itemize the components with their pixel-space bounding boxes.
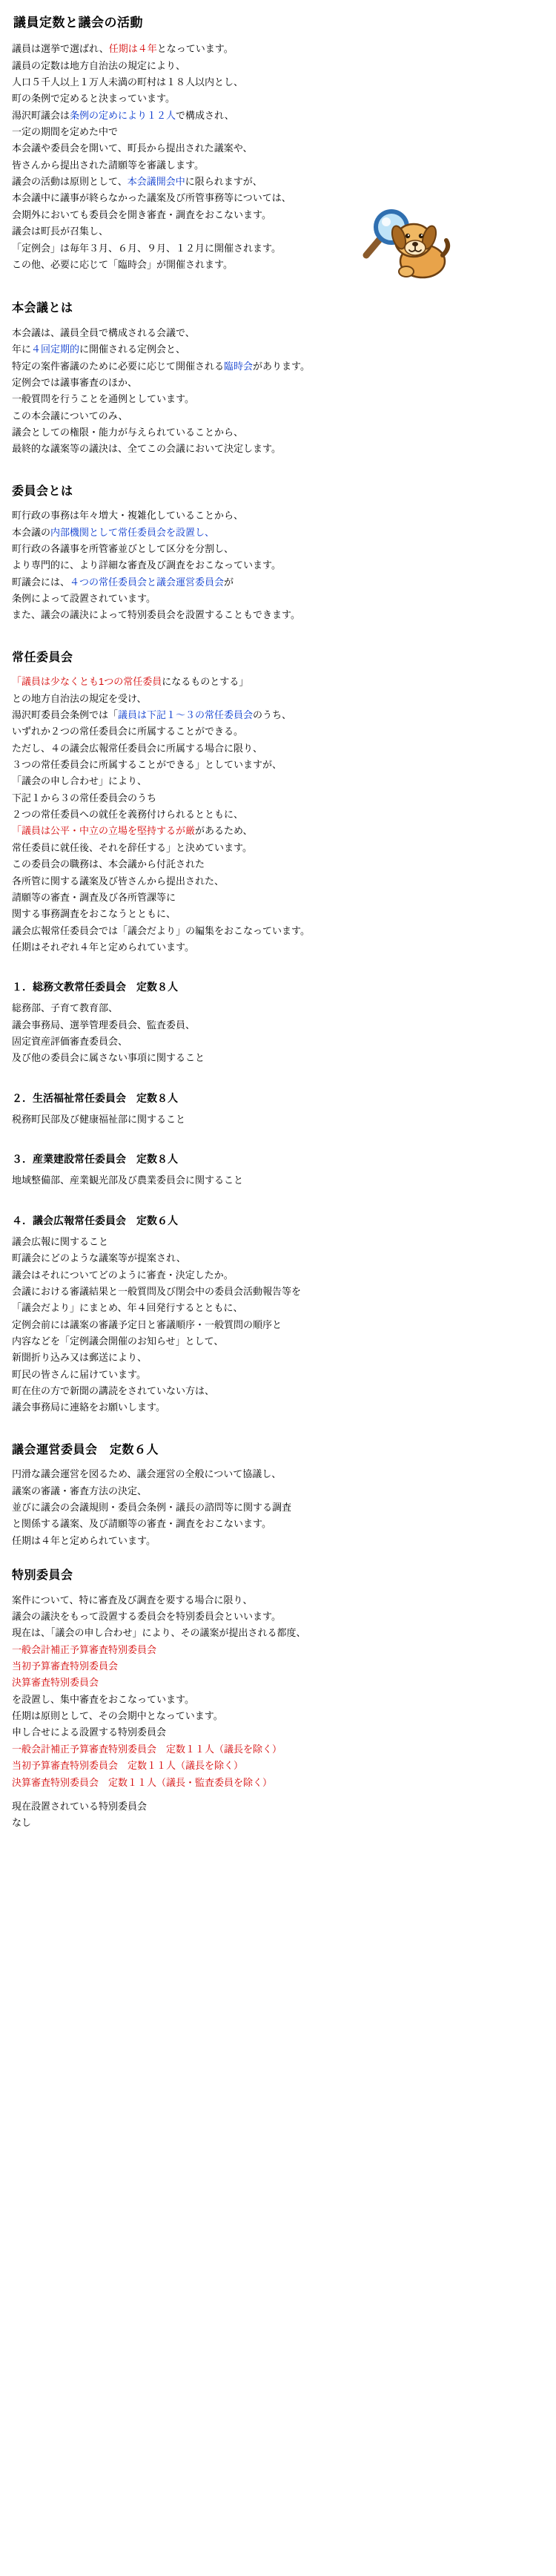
body-text: ２つの常任委員への就任を義務付けられるとともに、 xyxy=(12,809,244,821)
body-text: 議会としての権限・能力が与えられていることから、 xyxy=(12,426,244,438)
highlight-red-text: 「議員は少なくとも1つの常任委員 xyxy=(12,676,162,688)
section-body xyxy=(7,325,549,458)
text-line xyxy=(7,1609,549,1625)
text-line xyxy=(7,1815,549,1831)
text-line xyxy=(7,1692,549,1708)
text-line xyxy=(7,674,549,690)
text-line xyxy=(7,557,549,574)
text-line xyxy=(7,873,549,890)
text-line xyxy=(7,607,549,623)
text-line xyxy=(7,108,549,124)
body-text: この他、必要に応じて「臨時会」が開催されます。 xyxy=(12,258,233,270)
body-text: 議会広報に関すること xyxy=(12,1235,109,1247)
text-line xyxy=(7,906,549,922)
text-line xyxy=(7,325,549,341)
text-line xyxy=(7,341,549,358)
sections-container xyxy=(7,298,549,963)
body-text: 請願等の審査・調査及び各所管課等に xyxy=(12,891,176,903)
text-line xyxy=(7,1017,549,1034)
text-line xyxy=(7,890,549,906)
highlight-red-text: 一般会計補正予算審査特別委員会 xyxy=(12,1643,157,1655)
body-text: 町行政の事務は年々増大・複雑化していることから、 xyxy=(12,510,244,522)
body-text: 湯沢町議会は xyxy=(12,109,70,121)
body-text: 案件について、特に審査及び調査を要する場合に限り、 xyxy=(12,1594,253,1606)
body-text: 定例会前には議案の審議予定日と審議順序・一般質問の順序と xyxy=(12,1318,282,1330)
text-line xyxy=(7,840,549,856)
body-text: 「議会の申し合わせ」により、 xyxy=(12,775,148,787)
body-text: 議会の活動は原則として、 xyxy=(12,176,128,188)
body-text: 「定例会」は毎年３月、６月、９月、１２月に開催されます。 xyxy=(12,242,281,254)
text-line xyxy=(7,723,549,740)
text-line xyxy=(7,1516,549,1532)
page-title: 議員定数と議会の活動 xyxy=(13,16,143,30)
body-text: を設置し、集中審査をおこなっています。 xyxy=(12,1693,194,1705)
highlight-blue-text: 内部機関として常任委員会を設置し、 xyxy=(50,526,215,538)
body-text: 任期は４年と定められています。 xyxy=(12,1534,156,1546)
text-line xyxy=(7,408,549,424)
highlight-blue-text: ４回定期的 xyxy=(31,344,80,355)
text-line xyxy=(7,157,549,174)
body-text: になるものとする」 xyxy=(162,676,249,688)
text-line xyxy=(7,856,549,873)
text-line xyxy=(7,1333,549,1350)
text-line xyxy=(7,1111,549,1128)
body-text: 本会議の xyxy=(12,526,51,538)
body-text: 議会は町長が召集し、 xyxy=(12,226,109,237)
body-text: 本会議は、議員全員で構成される会議で、 xyxy=(12,326,195,338)
body-text: との地方自治法の規定を受け、 xyxy=(12,692,147,704)
section-heading: 本会議とは xyxy=(12,302,73,315)
body-text: 年に xyxy=(12,344,32,355)
highlight-red-text: 決算審査特別委員会 xyxy=(12,1677,99,1689)
text-line xyxy=(7,41,549,57)
text-line xyxy=(7,1533,549,1549)
text-line xyxy=(7,1317,549,1333)
dog-with-magnifier-icon xyxy=(354,209,451,280)
text-line xyxy=(7,1642,549,1658)
text-line xyxy=(7,257,549,273)
text-line xyxy=(7,91,549,107)
body-text: 町在住の方で新聞の講読をされていない方は、 xyxy=(12,1385,215,1397)
body-text: 議員は選挙で選ばれ、 xyxy=(12,43,109,55)
body-text: 常任委員に就任後、それを辞任する」と決めています。 xyxy=(12,841,252,853)
text-line xyxy=(7,740,549,757)
highlight-red-text: 決算審査特別委員会 定数１１人（議長・監査委員を除く） xyxy=(12,1776,273,1788)
body-text: があるため、 xyxy=(195,825,253,837)
highlight-blue-text: 臨時会 xyxy=(224,360,254,372)
text-line xyxy=(7,1675,549,1691)
body-text: 本会議や委員会を開いて、町長から提出された議案や、 xyxy=(12,142,253,154)
text-line xyxy=(7,1267,549,1284)
text-line xyxy=(7,1367,549,1383)
body-text: があります。 xyxy=(253,360,310,372)
body-text: 議会事務局、選挙管理委員会、監査委員、 xyxy=(12,1019,196,1031)
body-text: 最終的な議案等の議決は、全てこの会議において決定します。 xyxy=(12,443,281,455)
text-line xyxy=(7,1758,549,1774)
text-line xyxy=(7,1466,549,1482)
body-text: 議案の審議・審査方法の決定、 xyxy=(12,1485,148,1496)
body-text: で構成され、 xyxy=(176,109,234,121)
body-text: に限られますが、 xyxy=(185,176,262,188)
text-line xyxy=(7,1399,549,1416)
text-line xyxy=(7,591,549,607)
committee-heading: ２．生活福祉常任委員会 定数８人 xyxy=(12,1091,178,1104)
body-text: 下記１から３の常任委員会のうち xyxy=(12,792,157,804)
body-text: 町議会には、 xyxy=(12,576,70,588)
body-text: 任期はそれぞれ４年と定められています。 xyxy=(12,941,194,953)
body-text: 町議会にどのような議案等が提案され、 xyxy=(12,1252,186,1264)
text-line xyxy=(7,1383,549,1399)
text-line xyxy=(7,1350,549,1366)
section-body xyxy=(7,674,549,956)
body-text: が xyxy=(224,576,234,588)
highlight-blue-text: 議員は下記１～３の常任委員会 xyxy=(118,709,254,720)
body-text: 町行政の各議事を所管審並びとして区分を分割し、 xyxy=(12,542,234,554)
text-line xyxy=(7,140,549,157)
text-line xyxy=(7,1034,549,1050)
body-text: 「議会だより」にまとめ、年４回発行するとともに、 xyxy=(12,1302,243,1314)
text-line xyxy=(7,424,549,441)
text-line xyxy=(7,174,549,190)
text-line xyxy=(7,1000,549,1016)
text-line xyxy=(7,1724,549,1741)
body-text: 本会議中に議事が終らなかった議案及び所管事務等については、 xyxy=(12,192,291,204)
text-line xyxy=(7,923,549,939)
body-text: 円滑な議会運営を図るため、議会運営の全般について協議し、 xyxy=(12,1468,282,1480)
body-text: 議会事務局に連絡をお願いします。 xyxy=(12,1402,165,1413)
text-line xyxy=(7,124,549,140)
text-line xyxy=(7,939,549,956)
body-text: より専門的に、より詳細な審査及び調査をおこなっています。 xyxy=(12,559,281,571)
text-line xyxy=(7,707,549,723)
body-text: 任期は原則として、その会期中となっています。 xyxy=(12,1710,223,1722)
text-line xyxy=(7,441,549,457)
section-heading: 常任委員会 xyxy=(12,651,73,664)
body-text: ３つの常任委員会に所属することができる」としていますが、 xyxy=(12,759,282,770)
highlight-blue-text: 本会議開会中 xyxy=(127,176,185,188)
body-text: と関係する議案、及び請願等の審査・調査をおこないます。 xyxy=(12,1518,271,1530)
highlight-red-text: 一般会計補正予算審査特別委員会 定数１１人（議長を除く） xyxy=(12,1743,282,1755)
body-text: に開催される定例会と、 xyxy=(79,344,186,355)
body-text: 議会はそれについてどのように審査・決定したか。 xyxy=(12,1269,234,1281)
body-text: 会議における審議結果と一般質問及び閉会中の委員会活動報告等を xyxy=(12,1285,302,1297)
text-line xyxy=(7,1234,549,1250)
body-text: 各所管に関する議案及び皆さんから提出された、 xyxy=(12,875,225,887)
text-line xyxy=(7,358,549,375)
text-line xyxy=(7,1499,549,1516)
body-text: 特定の案件審議のために必要に応じて開催される xyxy=(12,360,225,372)
highlight-red-text: 「議員は公平・中立の立場を堅持するが厳 xyxy=(12,825,196,837)
text-line xyxy=(7,790,549,806)
text-line xyxy=(7,691,549,707)
body-text: 定例会では議事審査のほか、 xyxy=(12,376,138,388)
text-line xyxy=(7,207,549,223)
body-text: この委員会の職務は、本会議から付託された xyxy=(12,858,205,870)
body-text: 地域整備部、産業観光部及び農業委員会に関すること xyxy=(12,1174,244,1186)
body-text: のうち、 xyxy=(253,709,292,720)
text-line xyxy=(7,375,549,391)
body-text: 会期外においても委員会を開き審査・調査をおこないます。 xyxy=(12,208,271,220)
text-line xyxy=(7,1658,549,1675)
committee-body xyxy=(7,1111,549,1128)
body-text: 現在設置されている特別委員会 xyxy=(12,1800,148,1812)
body-text: 及び他の委員会に属さない事項に関すること xyxy=(12,1052,205,1064)
body-text: なし xyxy=(12,1817,32,1829)
text-line xyxy=(7,823,549,839)
section-heading: 委員会とは xyxy=(12,484,73,498)
body-text: 一定の期間を定めた中で xyxy=(12,126,119,138)
text-line xyxy=(7,1483,549,1499)
body-text: 新聞折り込み又は郵送により、 xyxy=(12,1352,148,1364)
body-text: 関する事務調査をおこなうとともに、 xyxy=(12,908,176,920)
special-committee-footer xyxy=(7,1798,549,1832)
body-text: 皆さんから提出された請願等を審議します。 xyxy=(12,159,204,171)
heading-special-committee: 特別委員会 xyxy=(12,1569,73,1583)
body-text: この本会議についてのみ、 xyxy=(12,410,128,421)
text-line xyxy=(7,74,549,91)
body-text: 一般質問を行うことを通例としています。 xyxy=(12,393,194,405)
body-text: 内容などを「定例議会開催のお知らせ」として、 xyxy=(12,1335,224,1347)
body-text: 固定資産評価審査委員会、 xyxy=(12,1036,128,1048)
body-text: 議会広報常任委員会では「議会だより」の編集をおこなっています。 xyxy=(12,924,310,936)
body-text: 議員の定数は地方自治法の規定により、 xyxy=(12,59,186,71)
intro-block xyxy=(7,41,549,273)
text-line xyxy=(7,806,549,823)
body-text: 町の条例で定めると決まっています。 xyxy=(12,93,175,105)
text-line xyxy=(7,1625,549,1641)
text-line xyxy=(7,507,549,524)
committee-heading: １．総務文教常任委員会 定数８人 xyxy=(12,981,178,993)
text-line xyxy=(7,391,549,407)
text-line xyxy=(7,574,549,591)
text-line xyxy=(7,1708,549,1724)
body-text: いずれか２つの常任委員会に所属することができる。 xyxy=(12,726,244,737)
highlight-red-text: 任期は４年 xyxy=(108,43,157,55)
text-line xyxy=(7,223,549,240)
text-line xyxy=(7,757,549,773)
text-line xyxy=(7,541,549,557)
highlight-blue-text: ４つの常任委員会と議会運営委員会 xyxy=(70,576,225,588)
heading-management-committee: 議会運営委員会 定数６人 xyxy=(12,1443,159,1456)
highlight-red-text: 当初予算審査特別委員会 定数１１人（議長を除く） xyxy=(12,1760,244,1772)
committee-body xyxy=(7,1234,549,1416)
text-line xyxy=(7,1775,549,1791)
text-line xyxy=(7,1050,549,1066)
committee-body xyxy=(7,1172,549,1189)
body-text: また、議会の議決によって特別委員会を設置することもできます。 xyxy=(12,609,300,621)
text-line xyxy=(7,1798,549,1815)
highlight-blue-text: 条例の定めにより１２人 xyxy=(70,109,176,121)
body-text: 湯沢町委員会条例では「 xyxy=(12,709,119,720)
text-line xyxy=(7,190,549,206)
body-text: 申し合せによる設置する特別委員会 xyxy=(12,1726,167,1738)
highlight-red-text: 当初予算審査特別委員会 xyxy=(12,1660,119,1672)
committee-heading: ３．産業建設常任委員会 定数８人 xyxy=(12,1153,178,1166)
text-line xyxy=(7,773,549,789)
text-line xyxy=(7,1172,549,1189)
text-line xyxy=(7,240,549,257)
text-line xyxy=(7,58,549,74)
section-body xyxy=(7,507,549,624)
committee-body xyxy=(7,1000,549,1066)
text-line xyxy=(7,1284,549,1300)
text-line xyxy=(7,1300,549,1316)
body-text: 並びに議会の会議規則・委員会条例・議長の諮問等に関する調査 xyxy=(12,1501,292,1513)
body-text: 町民の皆さんに届けています。 xyxy=(12,1368,146,1380)
committee-heading: ４．議会広報常任委員会 定数６人 xyxy=(12,1214,178,1226)
body-text: 議会の議決をもって設置する委員会を特別委員会といいます。 xyxy=(12,1610,281,1622)
body-text: 人口５千人以上１万人未満の町村は１８人以内とし、 xyxy=(12,76,244,88)
body-text: 条例によって設置されています。 xyxy=(12,592,156,604)
text-line xyxy=(7,1592,549,1609)
text-line xyxy=(7,1741,549,1758)
body-text: 現在は、「議会の申し合わせ」により、その議案が提出される都度、 xyxy=(12,1627,306,1639)
management-committee-block xyxy=(7,1466,549,1549)
body-text: ただし、４の議会広報常任委員会に所属する場合に限り、 xyxy=(12,742,263,754)
body-text: となっています。 xyxy=(156,43,234,55)
body-text: 税務町民部及び健康福祉部に関すること xyxy=(12,1113,186,1125)
text-line xyxy=(7,1250,549,1266)
body-text: 総務部、子育て教育部、 xyxy=(12,1002,119,1014)
text-line xyxy=(7,525,549,541)
special-committee-block xyxy=(7,1592,549,1791)
committees-container xyxy=(7,978,549,1423)
